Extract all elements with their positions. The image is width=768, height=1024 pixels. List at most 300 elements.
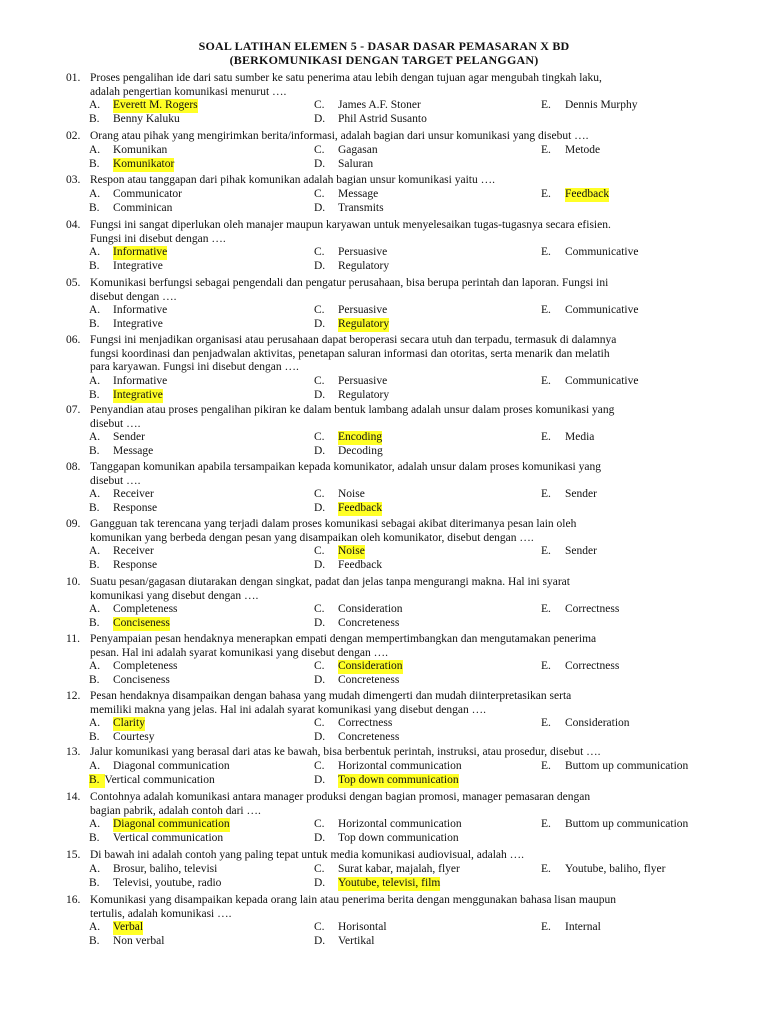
option-text: Diagonal communication [113, 759, 230, 772]
document-subtitle: (BERKOMUNIKASI DENGAN TARGET PELANGGAN) [229, 53, 539, 67]
option-letter: A. [89, 187, 101, 200]
answer-option-c [314, 375, 541, 389]
option-text: Integrative [113, 388, 163, 401]
option-letter: C. [314, 862, 325, 875]
option-row [66, 260, 722, 274]
answer-option-a [89, 717, 314, 731]
option-text: Feedback [338, 559, 383, 571]
option-text: Communicative [565, 246, 639, 258]
answer-option-e [541, 818, 722, 832]
option-text: Non verbal [113, 935, 165, 947]
answer-option-d [314, 935, 541, 949]
question-stem [66, 746, 722, 760]
question-stem [66, 633, 722, 660]
option-letter: D. [314, 559, 326, 571]
answer-option-b [89, 731, 314, 745]
question-text [90, 518, 722, 545]
option-text: Informative [113, 246, 168, 258]
answer-option-a [89, 660, 314, 674]
option-text: Youtube, televisi, film [338, 876, 441, 889]
answer-option-b [89, 202, 314, 216]
option-text: Concreteness [338, 731, 400, 743]
question-text-line: fungsi koordinasi dan penjadwalan aktivitas, penetapan saluran informasi dan otoritas, serta menarik dan melatih [90, 347, 610, 360]
option-row [66, 113, 722, 127]
answer-option-a [89, 488, 314, 502]
question-item [66, 849, 722, 891]
question-item [66, 518, 722, 573]
option-text: Persuasive [338, 304, 388, 316]
option-letter: C. [314, 759, 325, 772]
option-text: Diagonal communication [113, 818, 230, 830]
option-letter: A. [89, 143, 101, 156]
option-letter: D. [314, 260, 326, 272]
question-text-line: Komunikasi yang disampaikan kepada orang lain atau penerima berita dengan menggunakan bahasa lisan maupun [90, 894, 616, 906]
question-number: 10. [66, 576, 81, 588]
answer-option-e [541, 488, 722, 502]
option-row [66, 921, 722, 935]
answer-option-d [314, 202, 541, 216]
option-letter: E. [541, 759, 551, 772]
option-text: Komunikator [113, 157, 175, 170]
option-letter: C. [314, 921, 325, 933]
answer-option-e [541, 660, 722, 674]
option-letter: A. [89, 921, 101, 933]
option-text: James A.F. Stoner [338, 99, 421, 111]
option-text: Horisontal [338, 921, 387, 933]
option-text: Metode [565, 143, 601, 156]
option-text: Encoding [338, 431, 383, 443]
option-letter: B. [89, 318, 100, 330]
answer-option-a [89, 545, 314, 559]
answer-option-c [314, 603, 541, 617]
question-item [66, 746, 722, 788]
question-stem [66, 130, 722, 144]
answer-option-a [89, 921, 314, 935]
option-row [66, 99, 722, 113]
option-text: Consideration [565, 717, 630, 729]
option-text: Concreteness [338, 617, 400, 629]
option-letter: D. [314, 318, 326, 330]
answer-option-e [541, 246, 722, 260]
question-text [90, 277, 722, 304]
option-row [66, 603, 722, 617]
option-letter: A. [89, 818, 101, 830]
option-letter: E. [541, 143, 551, 156]
question-number: 15. [66, 849, 81, 861]
answer-option-e [541, 545, 722, 559]
option-text: Correctness [565, 603, 620, 615]
question-stem [66, 894, 722, 921]
option-text: Media [565, 431, 595, 443]
option-text: Vertikal [338, 935, 375, 947]
option-letter: A. [89, 862, 101, 875]
option-letter: E. [541, 862, 551, 875]
option-row [66, 202, 722, 216]
answer-option-e [541, 375, 722, 389]
question-stem [66, 576, 722, 603]
question-stem [66, 72, 722, 99]
answer-option-d [314, 502, 541, 516]
option-row [66, 545, 722, 559]
option-letter: B. [89, 559, 100, 571]
answer-option-b [89, 445, 314, 459]
option-text: Buttom up communication [565, 759, 689, 772]
question-item [66, 576, 722, 631]
option-letter: D. [314, 113, 326, 125]
answer-option-c [314, 431, 541, 445]
option-letter: A. [89, 717, 101, 729]
option-letter: A. [89, 488, 101, 500]
answer-option-c [314, 99, 541, 113]
option-row [66, 389, 722, 403]
option-letter: B. [89, 157, 100, 170]
option-text: Youtube, baliho, flyer [565, 862, 666, 875]
question-stem [66, 219, 722, 246]
question-item [66, 894, 722, 949]
option-text: Komunikan [113, 143, 168, 156]
option-text: Horizontal communication [338, 759, 462, 772]
option-text: Regulatory [338, 318, 390, 330]
option-letter: C. [314, 818, 325, 830]
option-text: Benny Kaluku [113, 113, 180, 125]
answer-option-c [314, 246, 541, 260]
answer-option-b [89, 113, 314, 127]
answer-option-c [314, 717, 541, 731]
option-letter: A. [89, 304, 101, 316]
option-letter: A. [89, 603, 101, 615]
option-letter: D. [314, 502, 326, 514]
option-letter: C. [314, 603, 325, 615]
answer-option-e [541, 188, 722, 202]
option-letter: E. [541, 603, 551, 615]
question-number: 07. [66, 404, 81, 416]
question-number: 08. [66, 461, 81, 473]
option-text: Surat kabar, majalah, flyer [338, 862, 460, 875]
answer-option-a [89, 818, 314, 832]
question-text-line: Respon atau tanggapan dari pihak komunikan adalah bagian unsur komunikasi yaitu …. [90, 174, 495, 186]
question-number: 04. [66, 219, 81, 231]
option-letter: E. [541, 431, 551, 443]
question-item [66, 404, 722, 459]
option-text: Top down communication [338, 832, 459, 844]
answer-option-d [314, 617, 541, 631]
option-text: Sender [565, 488, 597, 500]
answer-option-b [89, 502, 314, 516]
option-text: Top down communication [338, 773, 459, 786]
answer-option-e [541, 603, 722, 617]
option-text: Communicative [565, 374, 639, 387]
option-letter: D. [314, 674, 326, 686]
option-row [66, 877, 722, 891]
option-row [66, 774, 722, 788]
option-text: Transmits [338, 201, 384, 214]
option-text: Sender [113, 431, 145, 443]
option-row [66, 559, 722, 573]
question-text-line: disebut …. [90, 417, 141, 430]
question-text [90, 219, 722, 246]
option-row [66, 935, 722, 949]
question-text [90, 576, 722, 603]
option-text: Sender [565, 545, 597, 557]
option-text: Brosur, baliho, televisi [113, 862, 218, 875]
question-text [90, 746, 722, 760]
option-row [66, 760, 722, 774]
question-number: 09. [66, 518, 81, 530]
document-title: SOAL LATIHAN ELEMEN 5 - DASAR DASAR PEMASARAN X BD [198, 39, 570, 53]
answer-option-c [314, 863, 541, 877]
question-text-line: adalah pengertian komunikasi menurut …. [90, 85, 287, 98]
option-row [66, 488, 722, 502]
option-text: Informative [113, 304, 168, 316]
answer-option-d [314, 445, 541, 459]
option-text: Televisi, youtube, radio [113, 876, 222, 889]
answer-option-d [314, 260, 541, 274]
answer-option-b [89, 617, 314, 631]
answer-option-b [89, 877, 314, 891]
option-letter: D. [314, 935, 326, 947]
answer-option-a [89, 375, 314, 389]
option-letter: C. [314, 187, 325, 200]
answer-option-e [541, 921, 722, 935]
option-row [66, 158, 722, 172]
option-text: Vertical communication [104, 773, 215, 786]
question-text [90, 404, 722, 431]
option-text: Consideration [338, 603, 403, 615]
option-row [66, 431, 722, 445]
option-letter: C. [314, 246, 325, 258]
answer-option-d [314, 731, 541, 745]
question-text [90, 633, 722, 660]
option-text: Horizontal communication [338, 818, 462, 830]
option-row [66, 375, 722, 389]
question-text [90, 72, 722, 99]
option-text: Regulatory [338, 388, 390, 401]
option-letter: A. [89, 660, 101, 672]
option-letter: C. [314, 374, 325, 387]
question-text-line: tertulis, adalah komunikasi …. [90, 907, 232, 920]
answer-option-c [314, 921, 541, 935]
option-letter: E. [541, 488, 551, 500]
option-row [66, 246, 722, 260]
option-text: Feedback [338, 502, 383, 514]
option-text: Message [113, 445, 154, 457]
question-text [90, 894, 722, 921]
option-letter: D. [314, 201, 326, 214]
answer-option-d [314, 158, 541, 172]
answer-option-c [314, 488, 541, 502]
answer-option-e [541, 431, 722, 445]
answer-option-d [314, 318, 541, 332]
question-stem [66, 277, 722, 304]
option-letter: D. [314, 773, 326, 786]
answer-option-e [541, 717, 722, 731]
option-text: Everett M. Rogers [113, 99, 198, 111]
option-letter: D. [314, 617, 326, 629]
question-item [66, 72, 722, 127]
question-stem [66, 791, 722, 818]
option-row [66, 832, 722, 846]
option-text: Consideration [338, 660, 403, 672]
question-number: 06. [66, 334, 81, 346]
question-item [66, 633, 722, 688]
option-text: Conciseness [113, 617, 170, 629]
option-text: Correctness [338, 717, 393, 729]
option-letter: D. [314, 731, 326, 743]
question-text-line: disebut …. [90, 474, 141, 487]
question-text-line: Penyandian atau proses pengalihan pikiran ke dalam bentuk lambang adalah unsur dalam proses komunikasi yang [90, 404, 615, 416]
option-letter: A. [89, 246, 101, 258]
question-text-line: bagian pabrik, adalah contoh dari …. [90, 804, 261, 817]
option-letter: C. [314, 143, 325, 156]
question-item [66, 791, 722, 846]
option-letter: E. [541, 660, 551, 672]
question-number: 12. [66, 690, 81, 702]
question-item [66, 277, 722, 332]
option-text: Clarity [113, 717, 145, 729]
answer-option-a [89, 246, 314, 260]
question-text-line: Orang atau pihak yang mengirimkan berita/informasi, adalah bagian dari unsur komunikasi yang disebut …. [90, 130, 589, 142]
answer-option-b [89, 935, 314, 949]
question-number: 13. [66, 746, 81, 758]
option-letter: A. [89, 374, 101, 387]
question-text-line: Proses pengalihan ide dari satu sumber ke satu penerima atau lebih dengan tujuan agar mengubah tingkah laku, [90, 72, 602, 84]
option-text: Courtesy [113, 731, 155, 743]
option-letter: D. [314, 157, 326, 170]
option-letter: E. [541, 921, 551, 933]
question-text-line: Fungsi ini menjadikan organisasi atau perusahaan dapat beroperasi secara utuh dan terpadu, termasuk di dalamnya [90, 334, 617, 346]
option-text: Persuasive [338, 374, 388, 387]
option-text: Receiver [113, 488, 154, 500]
option-text: Correctness [565, 660, 620, 672]
question-item [66, 334, 722, 403]
option-row [66, 660, 722, 674]
question-text-line: komunikan yang berbeda dengan pesan yang disampaikan oleh komunikator, disebut dengan …. [90, 531, 534, 544]
answer-option-c [314, 188, 541, 202]
option-letter: A. [89, 99, 101, 111]
option-letter: B. [89, 502, 100, 514]
option-text: Response [113, 502, 158, 514]
option-letter: B. [89, 260, 100, 272]
option-text: Conciseness [113, 674, 170, 686]
option-row [66, 318, 722, 332]
option-text: Completeness [113, 660, 178, 672]
option-row [66, 445, 722, 459]
answer-option-a [89, 304, 314, 318]
option-text: Noise [338, 488, 365, 500]
option-letter: B. [89, 113, 100, 125]
option-row [66, 731, 722, 745]
option-letter: D. [314, 876, 326, 889]
answer-option-b [89, 559, 314, 573]
option-letter: E. [541, 99, 551, 111]
answer-option-d [314, 674, 541, 688]
option-letter: D. [314, 445, 326, 457]
question-number: 03. [66, 174, 81, 186]
option-text: Concreteness [338, 674, 400, 686]
question-text-line: memiliki makna yang jelas. Hal ini adalah syarat komunikasi yang disebut dengan …. [90, 703, 487, 716]
question-text [90, 174, 722, 188]
question-stem [66, 334, 722, 375]
question-item [66, 219, 722, 274]
answer-option-d [314, 774, 541, 788]
option-row [66, 863, 722, 877]
option-letter: D. [314, 388, 326, 401]
answer-option-d [314, 389, 541, 403]
question-number: 11. [66, 633, 80, 645]
answer-option-e [541, 760, 722, 774]
option-letter: B. [89, 774, 105, 788]
option-text: Persuasive [338, 246, 388, 258]
question-item [66, 130, 722, 172]
option-letter: E. [541, 545, 551, 557]
option-text: Informative [113, 374, 168, 387]
option-text: Internal [565, 921, 601, 933]
option-text: Communicative [565, 304, 639, 316]
option-text: Feedback [565, 187, 610, 200]
question-text [90, 461, 722, 488]
question-text-line: Gangguan tak terencana yang terjadi dalam proses komunikasi sebagai akibat diterimanya pesan lain oleh [90, 518, 577, 530]
option-row [66, 304, 722, 318]
answer-option-a [89, 863, 314, 877]
option-letter: E. [541, 717, 551, 729]
option-text: Verbal [113, 921, 144, 933]
answer-option-b [89, 318, 314, 332]
option-text: Response [113, 559, 158, 571]
question-text [90, 690, 722, 717]
answer-option-a [89, 99, 314, 113]
option-letter: A. [89, 759, 101, 772]
question-text-line: Fungsi ini disebut dengan …. [90, 232, 226, 245]
option-text: Gagasan [338, 143, 378, 156]
question-stem [66, 404, 722, 431]
question-text-line: pesan. Hal ini adalah syarat komunikasi yang disebut dengan …. [90, 646, 388, 659]
option-text: Regulatory [338, 260, 390, 272]
option-text: Vertical communication [113, 832, 224, 844]
question-text-line: komunikasi yang disebut dengan …. [90, 589, 259, 602]
document-header [0, 39, 768, 67]
option-letter: B. [89, 832, 100, 844]
option-text: Noise [338, 545, 365, 557]
question-number: 14. [66, 791, 81, 803]
answer-option-c [314, 304, 541, 318]
answer-option-c [314, 818, 541, 832]
question-item [66, 461, 722, 516]
option-row [66, 144, 722, 158]
question-text [90, 334, 722, 375]
question-text-line: Di bawah ini adalah contoh yang paling tepat untuk media komunikasi audiovisual, adalah …. [90, 849, 525, 861]
answer-option-a [89, 760, 314, 774]
option-text: Integrative [113, 260, 163, 272]
question-text [90, 791, 722, 818]
question-item [66, 690, 722, 745]
option-letter: C. [314, 304, 325, 316]
answer-option-b [89, 774, 314, 788]
option-letter: C. [314, 660, 325, 672]
option-letter: A. [89, 431, 101, 443]
option-text: Completeness [113, 603, 178, 615]
answer-option-b [89, 260, 314, 274]
option-row [66, 674, 722, 688]
option-letter: B. [89, 935, 100, 947]
option-letter: E. [541, 304, 551, 316]
answer-option-e [541, 144, 722, 158]
option-text: Communicator [113, 187, 182, 200]
answer-option-c [314, 760, 541, 774]
option-row [66, 502, 722, 516]
option-letter: B. [89, 445, 100, 457]
question-text-line: disebut dengan …. [90, 290, 177, 303]
option-text: Dennis Murphy [565, 99, 638, 111]
